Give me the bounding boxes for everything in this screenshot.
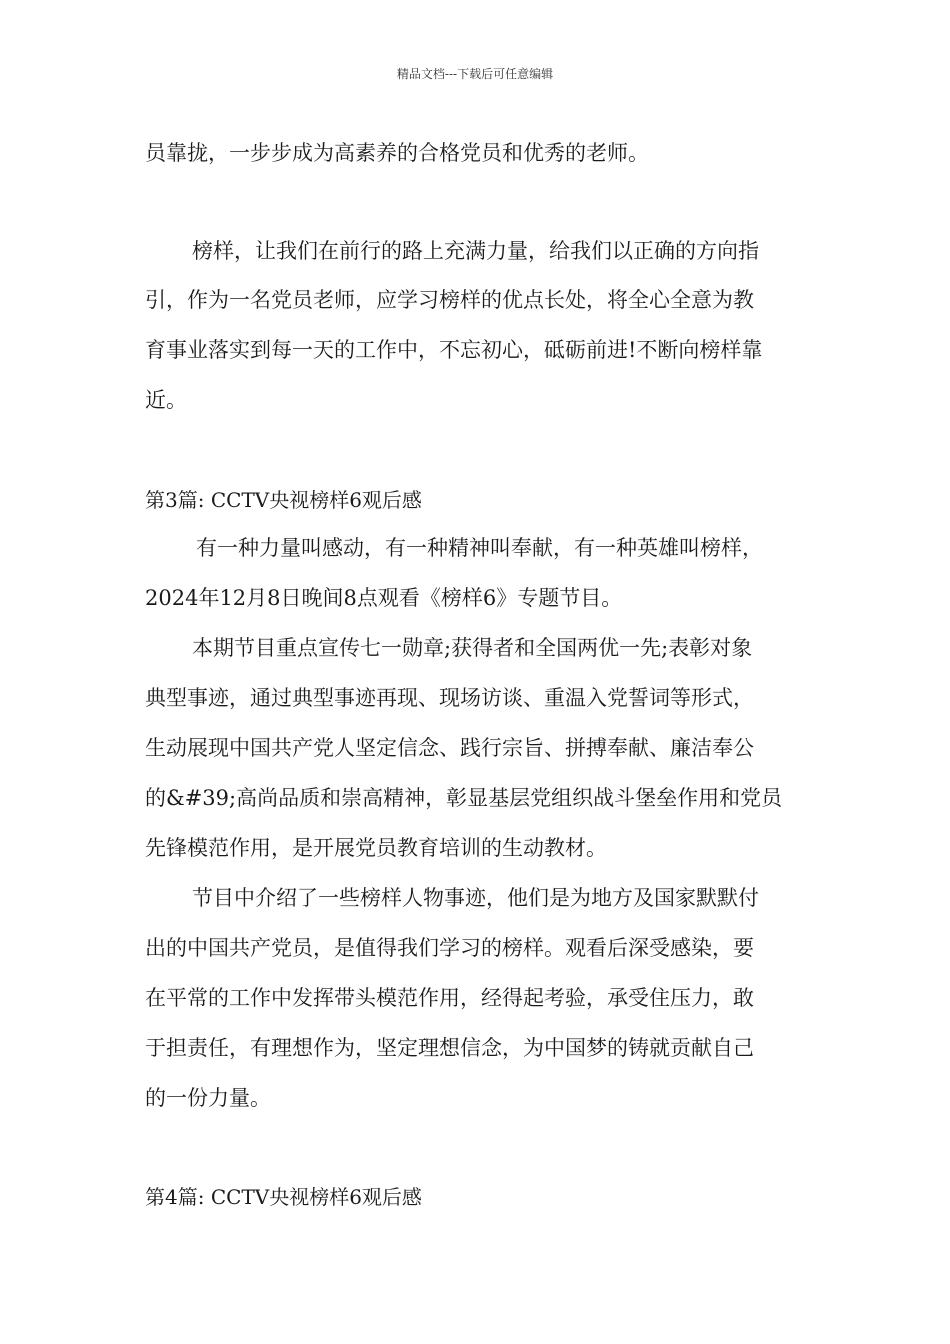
paragraph-5-line-5: 的一份力量。 (145, 1086, 271, 1110)
paragraph-5-line-3: 在平常的工作中发挥带头模范作用，经得起考验，承受住压力，敢 (145, 986, 754, 1010)
paragraph-4-line-4: 的&#39;高尚品质和崇高精神，彰显基层党组织战斗堡垒作用和党员 (145, 786, 783, 810)
paragraph-4-line-3: 生动展现中国共产党人坚定信念、践行宗旨、拼搏奉献、廉洁奉公 (145, 736, 754, 760)
paragraph-1-line-1: 员靠拢，一步步成为高素养的合格党员和优秀的老师。 (145, 141, 649, 165)
section-3-heading: 第3篇: CCTV央视榜样6观后感 (145, 488, 422, 512)
paragraph-2-line-4: 近。 (145, 388, 187, 412)
paragraph-5-line-4: 于担责任，有理想作为，坚定理想信念，为中国梦的铸就贡献自己 (145, 1036, 754, 1060)
paragraph-4-line-2: 典型事迹，通过典型事迹再现、现场访谈、重温入党誓词等形式， (145, 686, 754, 710)
paragraph-2-line-3: 育事业落实到每一天的工作中，不忘初心，砥砺前进!不断向榜样靠 (145, 338, 763, 362)
page-header: 精品文档---下载后可任意编辑 (396, 67, 554, 81)
paragraph-5-line-1: 节目中介绍了一些榜样人物事迹，他们是为地方及国家默默付 (192, 886, 759, 910)
paragraph-2-line-2: 引，作为一名党员老师，应学习榜样的优点长处，将全心全意为教 (145, 288, 754, 312)
paragraph-4-line-1: 本期节目重点宣传七一勋章;获得者和全国两优一先;表彰对象 (192, 636, 753, 660)
paragraph-3-line-2: 2024年12月8日晚间8点观看《榜样6》专题节目。 (145, 586, 623, 610)
paragraph-2-line-1: 榜样，让我们在前行的路上充满力量，给我们以正确的方向指 (192, 239, 759, 263)
paragraph-3-line-1: 有一种力量叫感动，有一种精神叫奉献，有一种英雄叫榜样， (196, 536, 763, 560)
paragraph-4-line-5: 先锋模范作用，是开展党员教育培训的生动教材。 (145, 836, 607, 860)
section-4-heading: 第4篇: CCTV央视榜样6观后感 (145, 1185, 422, 1209)
paragraph-5-line-2: 出的中国共产党员，是值得我们学习的榜样。观看后深受感染，要 (145, 936, 754, 960)
